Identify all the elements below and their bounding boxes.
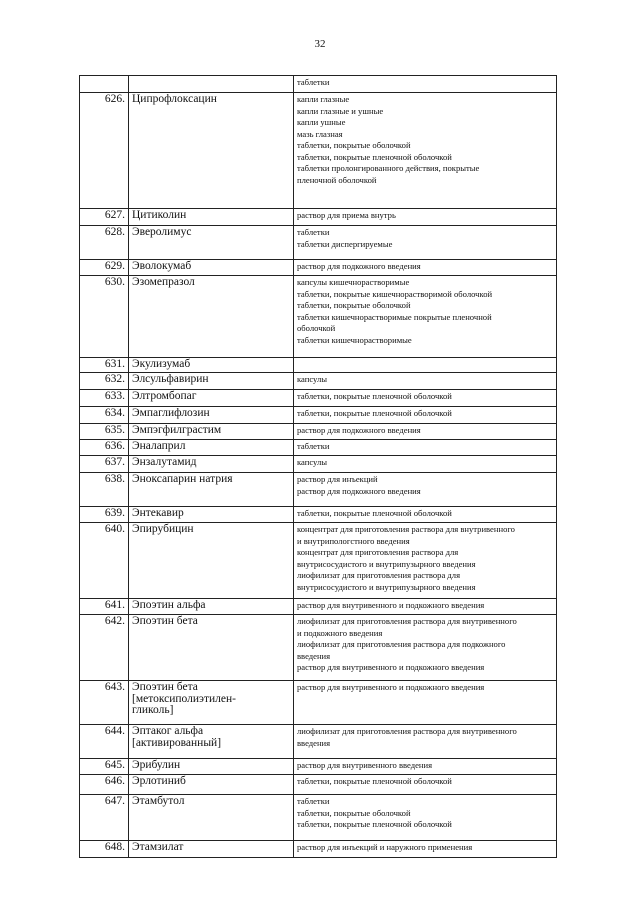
table-row bbox=[80, 390, 557, 407]
dosage-form-line: таблетки пролонгированного действия, покрытые bbox=[297, 163, 480, 173]
dosage-forms bbox=[294, 759, 557, 775]
drug-name bbox=[129, 209, 294, 226]
row-number: 629. bbox=[80, 260, 129, 276]
table-row bbox=[80, 523, 557, 599]
row-number: 636. bbox=[80, 440, 129, 456]
row-number: 635. bbox=[80, 424, 129, 440]
drug-name-line: Ципрофлоксацин bbox=[132, 93, 217, 105]
row-number: 630. bbox=[80, 276, 129, 358]
dosage-form-line: лиофилизат для приготовления раствора для внутривенного bbox=[297, 616, 517, 626]
drug-name bbox=[129, 615, 294, 681]
drug-name-line: Эверолимус bbox=[132, 226, 192, 238]
row-number: 646. bbox=[80, 775, 129, 795]
drug-name-line: гликоль] bbox=[132, 704, 174, 716]
dosage-form-line: концентрат для приготовления раствора для bbox=[297, 547, 459, 557]
drug-name bbox=[129, 795, 294, 841]
dosage-form-line: таблетки, покрытые кишечнорастворимой оболочкой bbox=[297, 288, 493, 299]
dosage-form-line: таблетки, покрытые пленочной оболочкой bbox=[297, 508, 452, 518]
dosage-form-line: раствор для внутривенного и подкожного введения bbox=[297, 600, 485, 610]
row-number: 626. bbox=[80, 93, 129, 209]
drug-name-line: Цитиколин bbox=[132, 209, 187, 221]
dosage-form-line: таблетки bbox=[297, 441, 330, 451]
row-number: 632. bbox=[80, 373, 129, 390]
dosage-form-line: и внутрипологстного введения bbox=[297, 535, 410, 546]
dosage-form-line: раствор для подкожного введения bbox=[297, 485, 421, 496]
dosage-forms bbox=[294, 440, 557, 456]
dosage-forms bbox=[294, 407, 557, 424]
dosage-form-line: лиофилизат для приготовления раствора для bbox=[297, 570, 461, 580]
dosage-forms bbox=[294, 681, 557, 725]
dosage-forms bbox=[294, 93, 557, 209]
drug-name bbox=[129, 507, 294, 523]
table-row bbox=[80, 775, 557, 795]
table-row bbox=[80, 615, 557, 681]
drug-name bbox=[129, 276, 294, 358]
dosage-forms bbox=[294, 358, 557, 373]
dosage-form-line: капли ушные bbox=[297, 117, 346, 127]
row-number: 642. bbox=[80, 615, 129, 681]
dosage-form-line: введения bbox=[297, 650, 331, 661]
row-number: 644. bbox=[80, 725, 129, 759]
table-row bbox=[80, 599, 557, 615]
drug-name-line: Эпоэтин бета bbox=[132, 615, 198, 627]
table-row bbox=[80, 440, 557, 456]
dosage-form-line: таблетки bbox=[297, 227, 330, 237]
dosage-forms bbox=[294, 507, 557, 523]
dosage-form-line: введения bbox=[297, 737, 331, 748]
table-row bbox=[80, 507, 557, 523]
dosage-form-line: таблетки кишечнорастворимые покрытые пленочной bbox=[297, 311, 492, 322]
drug-name-line: [активированный] bbox=[132, 736, 222, 749]
row-number: 647. bbox=[80, 795, 129, 841]
dosage-form-line: внутрисосудистого и внутрипузырного введения bbox=[297, 558, 476, 569]
dosage-form-line: таблетки, покрытые пленочной оболочкой bbox=[297, 408, 452, 418]
drug-name bbox=[129, 681, 294, 725]
dosage-form-line: оболочкой bbox=[297, 323, 336, 333]
row-number bbox=[80, 76, 129, 93]
table-row bbox=[80, 260, 557, 276]
drug-name-line: Эмпаглифлозин bbox=[132, 407, 210, 419]
dosage-forms bbox=[294, 841, 557, 858]
table-row bbox=[80, 209, 557, 226]
dosage-forms bbox=[294, 599, 557, 615]
dosage-forms bbox=[294, 76, 557, 93]
drug-name bbox=[129, 775, 294, 795]
row-number: 638. bbox=[80, 473, 129, 507]
row-number: 627. bbox=[80, 209, 129, 226]
row-number: 631. bbox=[80, 358, 129, 373]
dosage-form-line: таблетки кишечнорастворимые bbox=[297, 334, 412, 345]
dosage-form-line: таблетки, покрытые пленочной оболочкой bbox=[297, 776, 452, 786]
drug-name bbox=[129, 260, 294, 276]
dosage-form-line: лиофилизат для приготовления раствора для внутривенного bbox=[297, 726, 517, 736]
row-number: 633. bbox=[80, 390, 129, 407]
drug-name bbox=[129, 841, 294, 858]
dosage-form-line: таблетки, покрытые пленочной оболочкой bbox=[297, 391, 452, 401]
drug-name-line: Эналаприл bbox=[132, 440, 186, 452]
table-row bbox=[80, 424, 557, 440]
table-row bbox=[80, 473, 557, 507]
table-row bbox=[80, 76, 557, 93]
drug-name-line: Эноксапарин натрия bbox=[132, 473, 233, 485]
dosage-form-line: таблетки, покрытые оболочкой bbox=[297, 140, 411, 150]
drug-name-line: Этамзилат bbox=[132, 841, 184, 853]
dosage-form-line: таблетки, покрытые пленочной оболочкой bbox=[297, 151, 452, 162]
dosage-forms bbox=[294, 424, 557, 440]
dosage-form-line: внутрисосудистого и внутрипузырного введения bbox=[297, 581, 476, 592]
dosage-form-line: раствор для подкожного введения bbox=[297, 261, 421, 271]
drug-name bbox=[129, 523, 294, 599]
table-row bbox=[80, 841, 557, 858]
drug-name bbox=[129, 373, 294, 390]
dosage-form-line: раствор для внутривенного и подкожного введения bbox=[297, 682, 485, 692]
row-number: 643. bbox=[80, 681, 129, 725]
drug-name-line: Эпоэтин бета bbox=[132, 681, 198, 693]
dosage-form-line: раствор для подкожного введения bbox=[297, 425, 421, 435]
dosage-form-line: капли глазные bbox=[297, 94, 350, 104]
drug-name-line: Эзомепразол bbox=[132, 276, 195, 288]
drug-name bbox=[129, 358, 294, 373]
table-row bbox=[80, 795, 557, 841]
dosage-form-line: раствор для приема внутрь bbox=[297, 210, 396, 220]
drug-name-line: Элсульфавирин bbox=[132, 373, 209, 385]
dosage-forms bbox=[294, 795, 557, 841]
drug-name bbox=[129, 226, 294, 260]
table-row bbox=[80, 759, 557, 775]
dosage-forms bbox=[294, 276, 557, 358]
row-number: 645. bbox=[80, 759, 129, 775]
drug-name bbox=[129, 390, 294, 407]
table-row bbox=[80, 407, 557, 424]
drug-name bbox=[129, 759, 294, 775]
row-number: 637. bbox=[80, 456, 129, 473]
dosage-form-line: и подкожного введения bbox=[297, 627, 383, 638]
table-row bbox=[80, 681, 557, 725]
table-row bbox=[80, 373, 557, 390]
page-number: 32 bbox=[314, 38, 326, 50]
drug-name bbox=[129, 473, 294, 507]
drug-name-line: Эмпэгфилграстим bbox=[132, 424, 222, 436]
dosage-forms bbox=[294, 209, 557, 226]
table-row bbox=[80, 226, 557, 260]
table-row bbox=[80, 725, 557, 759]
drug-name bbox=[129, 456, 294, 473]
drug-name-line: Энзалутамид bbox=[132, 456, 197, 468]
drug-name-line: Эпоэтин альфа bbox=[132, 599, 206, 611]
drug-name bbox=[129, 440, 294, 456]
table-row bbox=[80, 456, 557, 473]
dosage-form-line: мазь глазная bbox=[297, 128, 343, 139]
drug-name bbox=[129, 725, 294, 759]
dosage-form-line: раствор для внутривенного введения bbox=[297, 760, 433, 770]
table-row bbox=[80, 358, 557, 373]
dosage-form-line: таблетки bbox=[297, 796, 330, 806]
dosage-form-line: концентрат для приготовления раствора для внутривенного bbox=[297, 524, 515, 534]
row-number: 640. bbox=[80, 523, 129, 599]
dosage-forms bbox=[294, 260, 557, 276]
drug-name-line: [метоксиполиэтилен- bbox=[132, 692, 236, 705]
dosage-forms bbox=[294, 373, 557, 390]
drug-name bbox=[129, 599, 294, 615]
drug-name-line: Энтекавир bbox=[132, 507, 184, 519]
table-row bbox=[80, 276, 557, 358]
row-number: 641. bbox=[80, 599, 129, 615]
drug-name-line: Эволокумаб bbox=[132, 260, 192, 272]
row-number: 648. bbox=[80, 841, 129, 858]
dosage-forms bbox=[294, 226, 557, 260]
dosage-form-line: таблетки bbox=[297, 77, 330, 87]
dosage-form-line: капсулы bbox=[297, 374, 328, 384]
dosage-form-line: раствор для инъекций bbox=[297, 474, 378, 484]
dosage-form-line: раствор для внутривенного и подкожного введения bbox=[297, 662, 485, 672]
dosage-form-line: таблетки, покрытые пленочной оболочкой bbox=[297, 819, 452, 829]
dosage-form-line: капли глазные и ушные bbox=[297, 105, 384, 116]
drug-table bbox=[79, 75, 557, 858]
drug-name-line: Элтромбопаг bbox=[132, 390, 197, 402]
dosage-form-line: лиофилизат для приготовления раствора для подкожного bbox=[297, 639, 506, 649]
drug-name-line: Эрлотиниб bbox=[132, 775, 186, 787]
drug-name-line: Эптаког альфа bbox=[132, 725, 204, 737]
drug-table-body bbox=[80, 76, 557, 858]
dosage-form-line: таблетки, покрытые оболочкой bbox=[297, 807, 411, 818]
drug-name bbox=[129, 93, 294, 209]
row-number: 639. bbox=[80, 507, 129, 523]
dosage-forms bbox=[294, 615, 557, 681]
row-number: 628. bbox=[80, 226, 129, 260]
row-number: 634. bbox=[80, 407, 129, 424]
drug-name bbox=[129, 424, 294, 440]
dosage-forms bbox=[294, 390, 557, 407]
dosage-forms bbox=[294, 473, 557, 507]
drug-name-line: Этамбутол bbox=[132, 795, 185, 807]
dosage-form-line: таблетки, покрытые оболочкой bbox=[297, 300, 411, 310]
drug-name bbox=[129, 76, 294, 93]
drug-name-line: Эрибулин bbox=[132, 759, 181, 771]
dosage-form-line: раствор для инъекций и наружного применения bbox=[297, 842, 473, 852]
dosage-form-line: пленочной оболочкой bbox=[297, 174, 377, 185]
dosage-form-line: капсулы bbox=[297, 457, 328, 467]
dosage-forms bbox=[294, 456, 557, 473]
table-row bbox=[80, 93, 557, 209]
dosage-forms bbox=[294, 523, 557, 599]
dosage-forms bbox=[294, 725, 557, 759]
drug-name-line: Экулизумаб bbox=[132, 358, 191, 370]
dosage-forms bbox=[294, 775, 557, 795]
drug-name-line: Эпирубицин bbox=[132, 523, 194, 535]
dosage-form-line: таблетки диспергируемые bbox=[297, 238, 393, 249]
drug-name bbox=[129, 407, 294, 424]
dosage-form-line: капсулы кишечнорастворимые bbox=[297, 277, 410, 287]
